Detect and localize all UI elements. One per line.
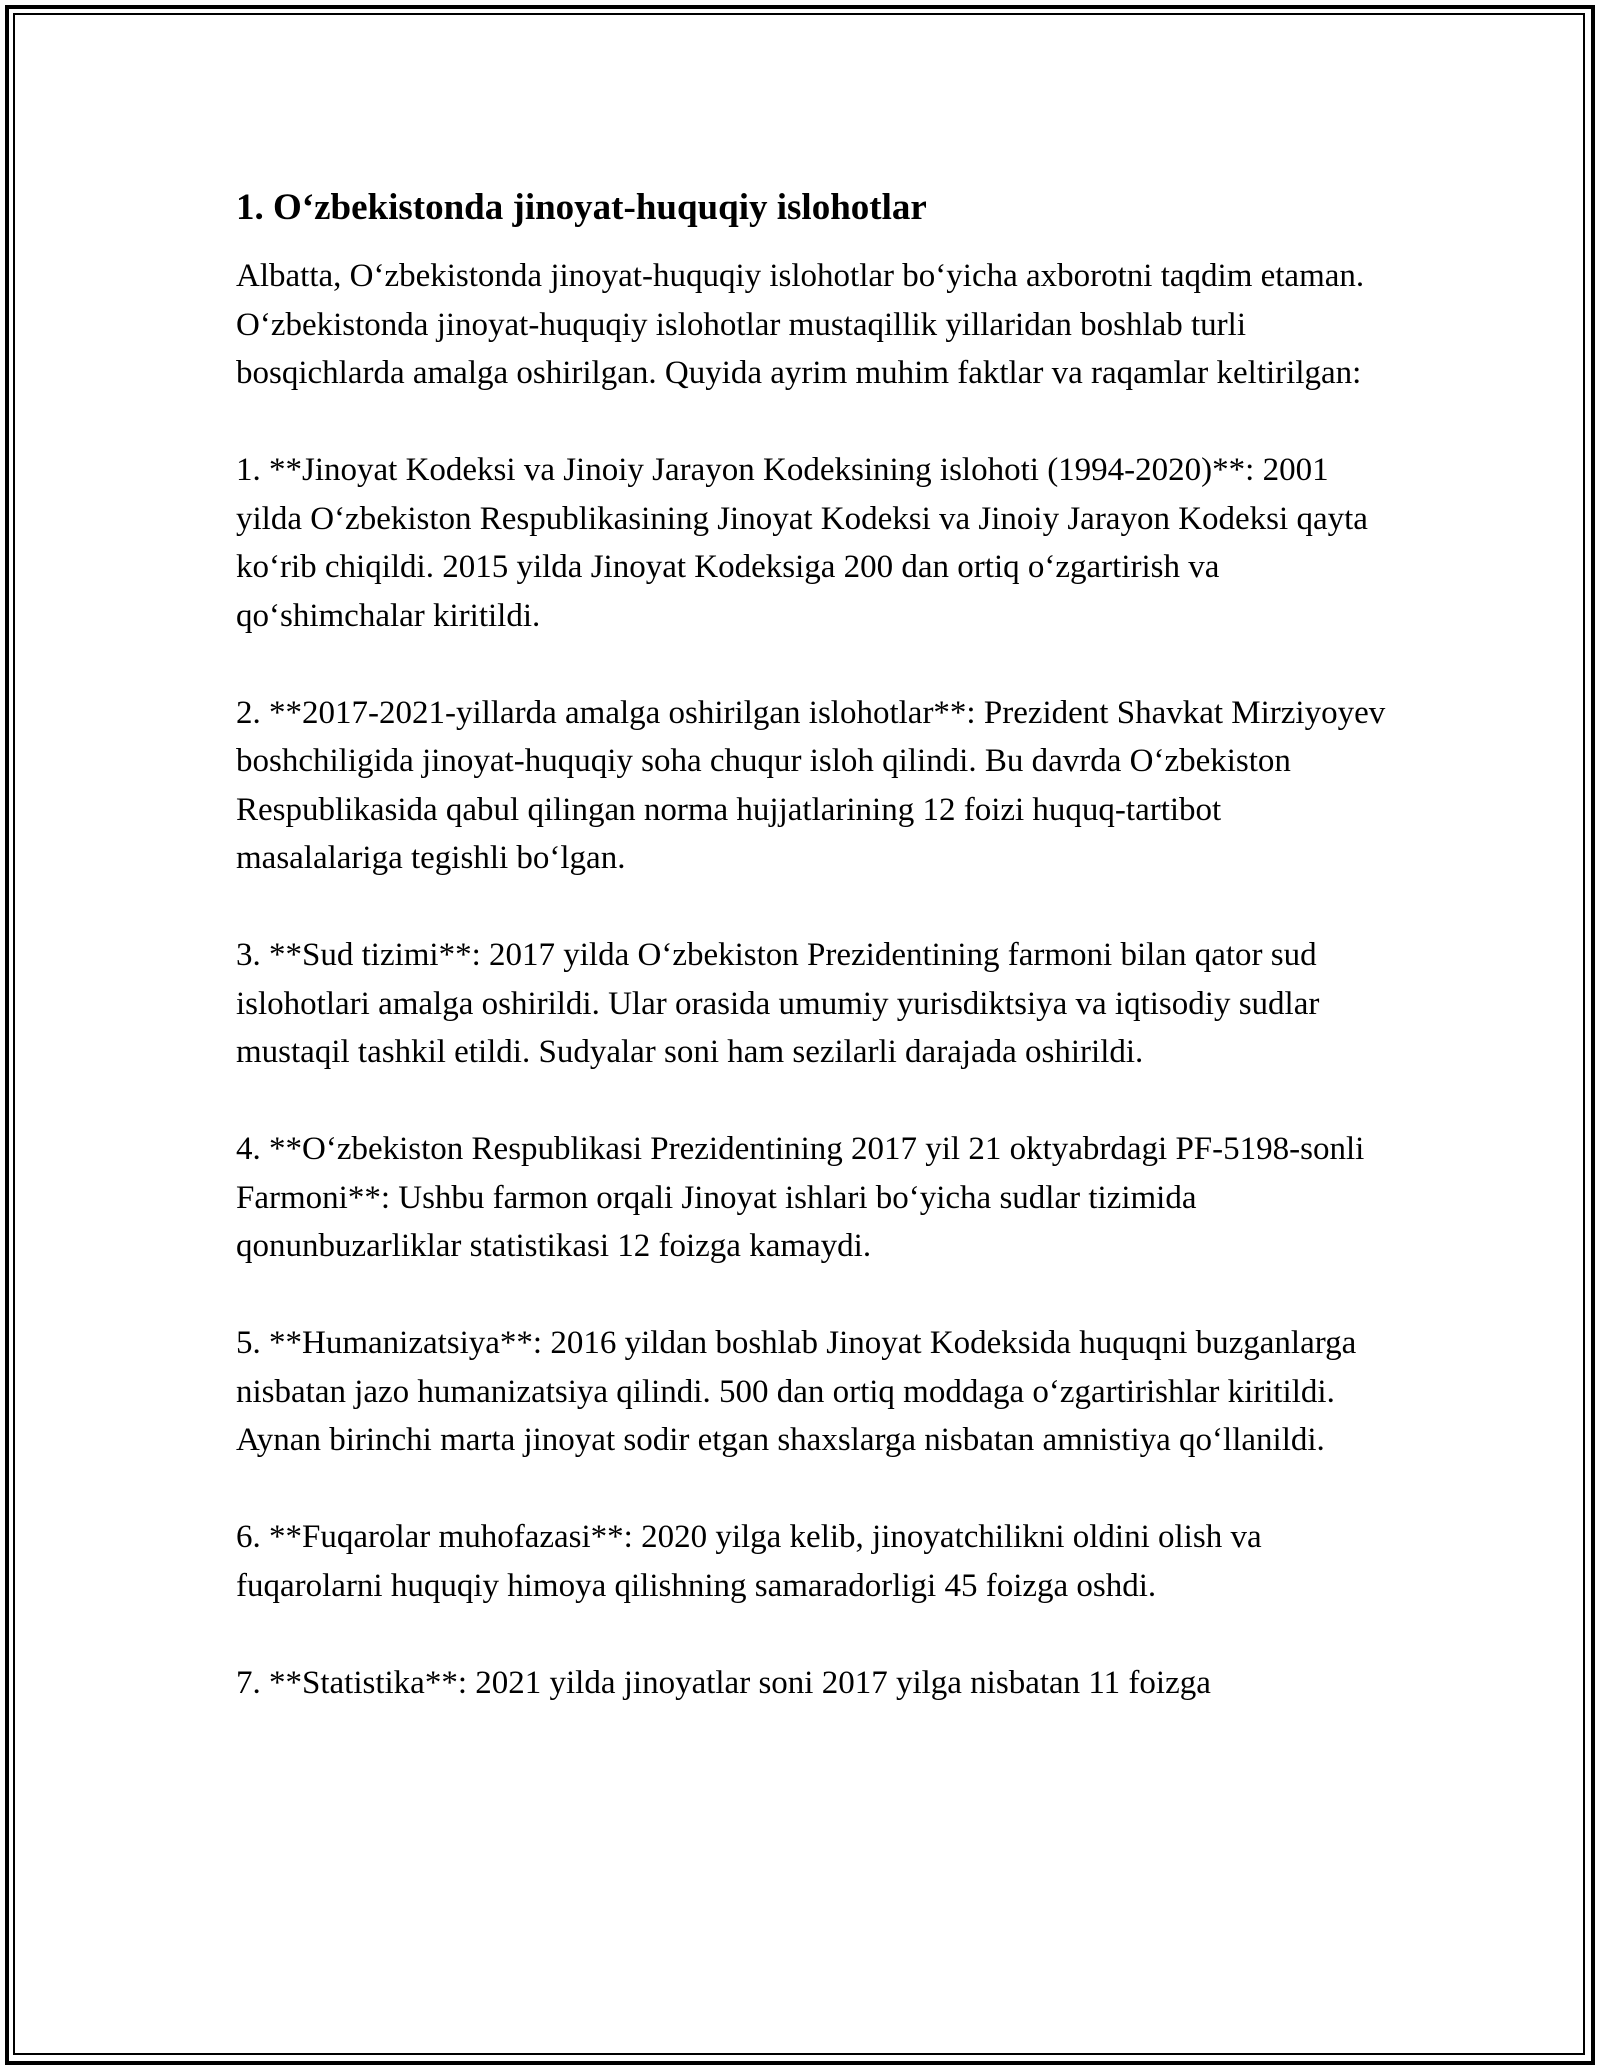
document-body <box>236 186 1386 1756</box>
list-item-7: 7. **Statistika**: 2021 yilda jinoyatlar soni 2017 yilga nisbatan 11 foizga <box>236 1664 1211 1701</box>
list-item-6: 6. **Fuqarolar muhofazasi**: 2020 yilga kelib, jinoyatchilikni oldini olish va fuqarolarni huquqiy himoya qilishning samaradorligi 45 foizga oshdi. <box>236 1519 1262 1604</box>
list-item-3: 3. **Sud tizimi**: 2017 yilda Oʻzbekiston Prezidentining farmoni bilan qator sud islohotlari amalga oshirildi. Ular orasida umumiy yurisdiktsiya va iqtisodiy sudlar mustaqil tashkil etildi. Sudyalar soni ham sezilarli darajada oshirildi. <box>236 937 1320 1070</box>
list-item-5: 5. **Humanizatsiya**: 2016 yildan boshlab Jinoyat Kodeksida huquqni buzganlarga nisbatan jazo humanizatsiya qilindi. 500 dan ortiq moddaga oʻzgartirishlar kiritildi. Aynan birinchi marta jinoyat sodir etgan shaxslarga nisbatan amnistiya qoʻllanildi. <box>236 1325 1357 1458</box>
list-item-2: 2. **2017-2021-yillarda amalga oshirilgan islohotlar**: Prezident Shavkat Mirziyoyev boshchiligida jinoyat-huquqiy soha chuqur isloh qilindi. Bu davrda Oʻzbekiston Respublikasida qabul qilingan norma hujjatlarining 12 foizi huquq-tartibot masalalariga tegishli boʻlgan. <box>236 694 1386 876</box>
document-title: 1. Oʻzbekistonda jinoyat-huquqiy islohotlar <box>236 187 927 228</box>
intro-paragraph: Albatta, Oʻzbekistonda jinoyat-huquqiy islohotlar boʻyicha axborotni taqdim etaman. Oʻzbekistonda jinoyat-huquqiy islohotlar mustaqillik yillaridan boshlab turli bosqichlarda amalga oshirilgan. Quyida ayrim muhim faktlar va raqamlar keltirilgan: <box>236 258 1365 391</box>
list-item-4: 4. **Oʻzbekiston Respublikasi Prezidentining 2017 yil 21 oktyabrdagi PF-5198-sonli Farmoni**: Ushbu farmon orqali Jinoyat ishlari boʻyicha sudlar tizimida qonunbuzarliklar statistikasi 12 foizga kamaydi. <box>236 1131 1365 1264</box>
list-item-1: 1. **Jinoyat Kodeksi va Jinoiy Jarayon Kodeksining islohoti (1994-2020)**: 2001 yilda Oʻzbekiston Respublikasining Jinoyat Kodeksi va Jinoiy Jarayon Kodeksi qayta koʻrib chiqildi. 2015 yilda Jinoyat Kodeksiga 200 dan ortiq oʻzgartirish va qoʻshimchalar kiritildi. <box>236 452 1368 634</box>
